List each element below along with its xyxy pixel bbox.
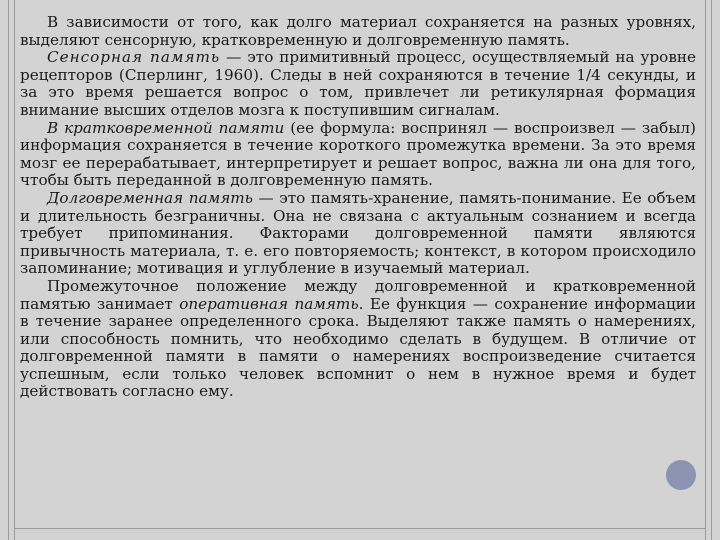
paragraph-text: — это память-хранение, память-понимание. Ее объем и длительность безграничны. Она не связана с актуальным сознанием и всегда требует припоминания. Факторами долговременной памяти являются привычность материала, т. е. его повторяемость; контекст, в котором происходило запоминание; мотивация и углубление в изучаемый материал.	[20, 188, 696, 278]
term-working-memory: оперативная память	[179, 294, 359, 313]
frame-line-bottom	[14, 528, 706, 529]
frame-line-left-inner	[14, 0, 15, 540]
paragraph-long-term-memory	[20, 190, 696, 278]
paragraph-intro	[20, 14, 696, 49]
frame-line-left-outer	[8, 0, 9, 540]
text-body	[20, 14, 696, 401]
frame-line-right-inner	[705, 0, 706, 540]
paragraph-working-memory	[20, 278, 696, 401]
paragraph-text: Промежуточное положение между долговременной и кратковременной памятью занимает	[20, 276, 696, 313]
paragraph-short-term-memory	[20, 120, 696, 190]
paragraph-text: В зависимости от того, как долго материал сохраняется на разных уровнях, выделяют сенсорную, кратковременную и долговременную память.	[20, 13, 696, 49]
paragraph-sensory-memory	[20, 49, 696, 119]
paragraph-text: (ее формула: воспринял — воспроизвел — забыл) информация сохраняется в течение короткого промежутка времени. За это время мозг ее перерабатывает, интерпретирует и решает вопрос, важна ли она для того, чтобы быть переданной в долговременную память.	[20, 118, 696, 190]
term-short-term-memory: В кратковременной памяти	[47, 118, 285, 137]
paragraph-text: . Ее функция — сохранение информации в течение заранее определенного срока. Выделяют также память о намерениях, или способность помнить, что необходимо сделать в будущем. В отличие от долговременной памяти в памяти о намерениях воспроизведение считается успешным, если только человек вспомнит о нем в нужное время и будет действовать согласно ему.	[20, 294, 696, 401]
frame-line-right-outer	[711, 0, 712, 540]
decorative-circle	[666, 460, 696, 490]
term-long-term-memory: Долговременная память	[47, 188, 253, 207]
term-sensory-memory: Сенсорная память	[47, 48, 221, 67]
paragraph-text: — это примитивный процесс, осуществляемый на уровне рецепторов (Сперлинг, 1960). Следы в ней сохраняются в течение 1/4 секунды, и за это время решается вопрос о том, привлечет ли ретикулярная формация внимание высших отделов мозга к поступившим сигналам.	[20, 48, 696, 119]
